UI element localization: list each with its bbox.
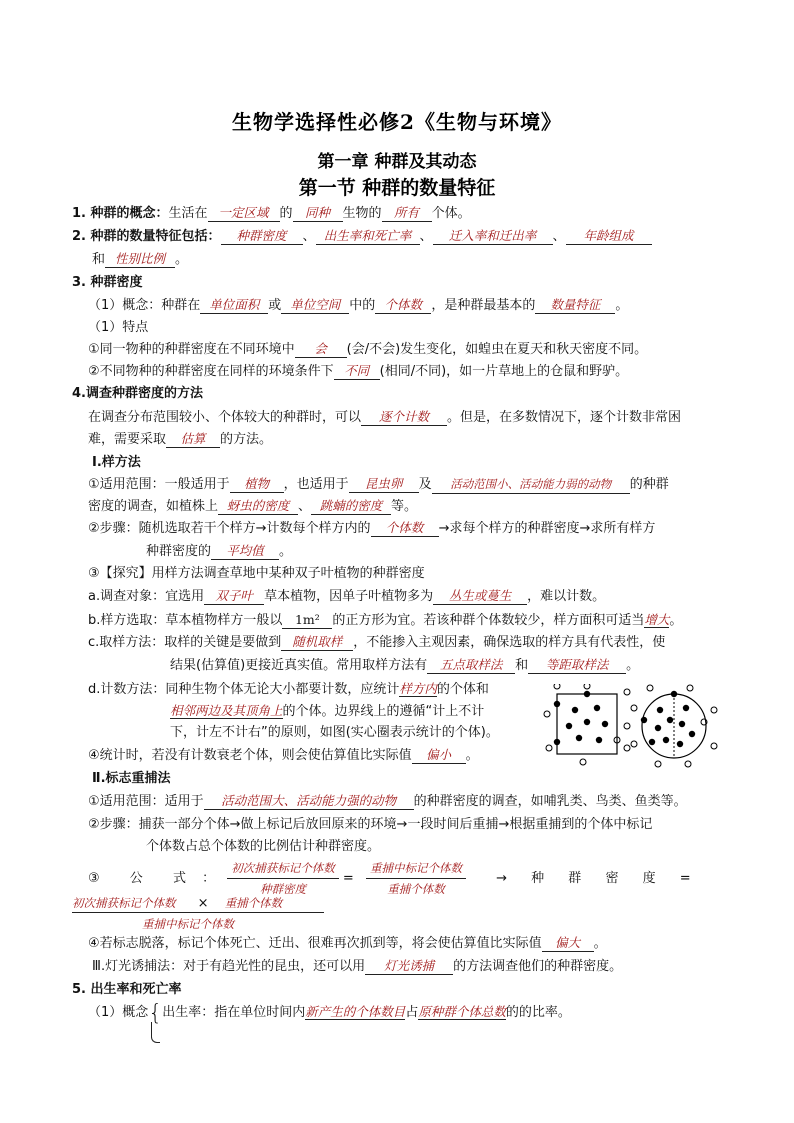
blank-answer: 迁入率和迁出率	[433, 227, 553, 245]
blank-answer: 一定区域	[208, 204, 280, 222]
blank-answer: 数量特征	[535, 296, 615, 314]
method-intro-line-1: 在调查分布范围较小、个体较大的种群时，可以 逐个计数 。但是，在多数情况下，逐个计数非常困	[88, 409, 682, 425]
sampling-method-line-1: c.取样方法：取样的关键是要做到 随机取样 ，不能掺入主观因素，确保选取的样方具有代表性，使	[88, 634, 666, 650]
blank-answer: 所有	[382, 204, 432, 222]
density-concept-line: （1）概念：种群在 单位面积 或 单位空间 中的 个体数 ，是种群最基本的 数量特征 。	[88, 297, 629, 313]
quantity-features-line-2: 和 性别比例 。	[92, 251, 189, 267]
square-quadrat-diagram	[543, 684, 633, 768]
formula-denominator-line: 重捕中标记个体数	[142, 917, 234, 931]
blank-answer: 偏小	[412, 746, 466, 764]
counting-method-line-1: d.计数方法：同种生物个体无论大小都要计数，应统计样方内的个体和	[88, 681, 489, 697]
section-5-heading: 5. 出生率和死亡率	[72, 982, 182, 997]
quadrat-scope-line-2: 密度的调查，如植株上 蚜虫的密度 、 跳蝻的密度 等。	[88, 498, 418, 514]
feature-1-line: ①同一物种的种群密度在不同环境中 会 (会/不会)发生变化，如蝗虫在夏天和秋天密度不同。	[88, 341, 648, 357]
blank-answer: 丛生或蔓生	[433, 587, 527, 605]
mark-recapture-steps-line-1: ②步骤：捕获一部分个体→做上标记后放回原来的环境→一段时间后重捕→根据重捕到的个体中标记	[88, 817, 653, 832]
formula-line: ③ 公 式 ： $\frac{\text{初次捕获标记个体数}}{\text{种群密度}}$ = $\frac{\text{重捕中标记个体数}}{\text{重捕个体数}}$ → 种 群 密 度 =	[88, 858, 728, 899]
method-intro-line-2: 难，需要采取 估算 的方法。	[88, 431, 273, 447]
blank-answer: 活动范围小、活动能力弱的动物	[432, 476, 630, 494]
quadrat-method-heading: Ⅰ.样方法	[92, 455, 141, 470]
blank-answer: 同种	[293, 204, 343, 222]
blank-answer: 会	[295, 340, 347, 358]
features-heading: （1）特点	[88, 320, 149, 335]
counting-method-line-3: 下，计左不计右”的原则，如图(实心圈表示统计的个体)。	[170, 725, 499, 740]
mark-recapture-scope-line: ①适用范围：适用于 活动范围大、活动能力强的动物 的种群密度的调查，如哺乳类、鸟类、鱼类等。	[88, 793, 687, 809]
blank-answer: 活动范围大、活动能力强的动物	[204, 792, 414, 810]
blank-answer: 1m²	[282, 611, 332, 629]
blank-answer: 蚜虫的密度	[218, 497, 298, 515]
blank-answer: 植物	[230, 475, 284, 493]
blank-answer: 等距取样法	[528, 656, 626, 674]
quadrat-steps-line-2: 种群密度的 平均值 。	[146, 543, 293, 559]
blank-answer: 单位面积	[200, 296, 268, 314]
section-4-heading: 4.调查种群密度的方法	[72, 386, 203, 401]
population-concept-line: 1. 种群的概念：生活在 一定区域 的 同种 生物的 所有 个体。	[72, 205, 471, 221]
mark-recapture-heading: Ⅱ.标志重捕法	[92, 771, 171, 786]
main-title: 生物学选择性必修2《生物与环境》	[232, 110, 562, 134]
blank-answer: 不同	[334, 362, 380, 380]
explore-heading: ③【探究】用样方法调查草地中某种双子叶植物的种群密度	[88, 566, 425, 581]
chapter-title: 第一章 种群及其动态	[317, 152, 477, 172]
blank-answer: 平均值	[211, 542, 279, 560]
blank-answer: 随机取样	[281, 633, 353, 651]
formula-product-line: 初次捕获标记个体数 × 重捕个体数	[72, 896, 283, 911]
blank-answer: 年龄组成	[566, 227, 652, 245]
blank-answer: 双子叶	[204, 587, 264, 605]
feature-2-line: ②不同物种的种群密度在同样的环境条件下 不同 (相同/不同)，如一片草地上的仓鼠和野驴。	[88, 363, 629, 379]
mark-loss-line: ④若标志脱落，标记个体死亡、迁出、很难再次抓到等，将会使估算值比实际值 偏大 。	[88, 935, 607, 951]
blank-answer: 个体数	[371, 519, 439, 537]
blank-answer: 灯光诱捕	[365, 957, 453, 975]
blank-answer: 出生率和死亡率	[316, 227, 420, 245]
blank-answer: 单位空间	[281, 296, 349, 314]
formula-fraction-2: $\frac{\text{重捕中标记个体数}}{\text{重捕个体数}}$	[366, 858, 466, 899]
section-3-heading: 3. 种群密度	[72, 275, 143, 290]
counting-method-line-2: 相邻两边及其顶角上的个体。边界线上的遵循“计上不计	[170, 703, 485, 719]
blank-answer: 跳蝻的密度	[311, 497, 391, 515]
blank-answer: 估算	[166, 430, 220, 448]
blank-answer: 五点取样法	[427, 656, 515, 674]
birth-rate-line: （1）概念{出生率：指在单位时间内新产生的个体数目占原种群个体总数的的比率。	[88, 1001, 571, 1026]
sampling-method-line-2: 结果(估算值)更接近真实值。常用取样方法有 五点取样法 和 等距取样法 。	[170, 657, 640, 673]
quadrat-selection-line: b.样方选取：草本植物样方一般以 1m² 的正方形为宜。若该种群个体数较少，样方面积可适当增大。	[88, 612, 683, 628]
blank-answer: 个体数	[375, 296, 431, 314]
blank-answer: 逐个计数	[361, 408, 447, 426]
blank-answer: 性别比例	[105, 250, 175, 268]
light-trap-line: Ⅲ.灯光诱捕法：对于有趋光性的昆虫，还可以用 灯光诱捕 的方法调查他们的种群密度。	[92, 958, 623, 974]
blank-answer: 昆虫卵	[349, 475, 419, 493]
mark-recapture-steps-line-2: 个体数占总个体数的比例估计种群密度。	[146, 839, 381, 854]
quadrat-steps-line-1: ②步骤：随机选取若干个样方→计数每个样方内的 个体数 →求每个样方的种群密度→求所有样方	[88, 520, 656, 536]
circle-quadrat-diagram	[630, 684, 720, 768]
formula-fraction-bar	[72, 912, 324, 913]
blank-answer: 偏大	[542, 934, 594, 952]
blank-answer: 种群密度	[221, 227, 303, 245]
brace-lower	[151, 1022, 160, 1043]
survey-object-line: a.调查对象：宜选用 双子叶 草本植物，因单子叶植物多为 丛生或蔓生 ，难以计数。	[88, 588, 606, 604]
formula-fraction-1: $\frac{\text{初次捕获标记个体数}}{\text{种群密度}}$	[227, 858, 339, 899]
quadrat-scope-line-1: ①适用范围：一般适用于 植物 ，也适用于 昆虫卵 及 活动范围小、活动能力弱的动物 的种群	[88, 476, 669, 492]
section-title: 第一节 种群的数量特征	[298, 177, 496, 199]
quantity-features-line: 2. 种群的数量特征包括： 种群密度 、 出生率和死亡率 、 迁入率和迁出率 、 年龄组成	[72, 227, 652, 247]
counting-stat-line: ④统计时，若没有计数衰老个体，则会使估算值比实际值 偏小 。	[88, 747, 479, 763]
